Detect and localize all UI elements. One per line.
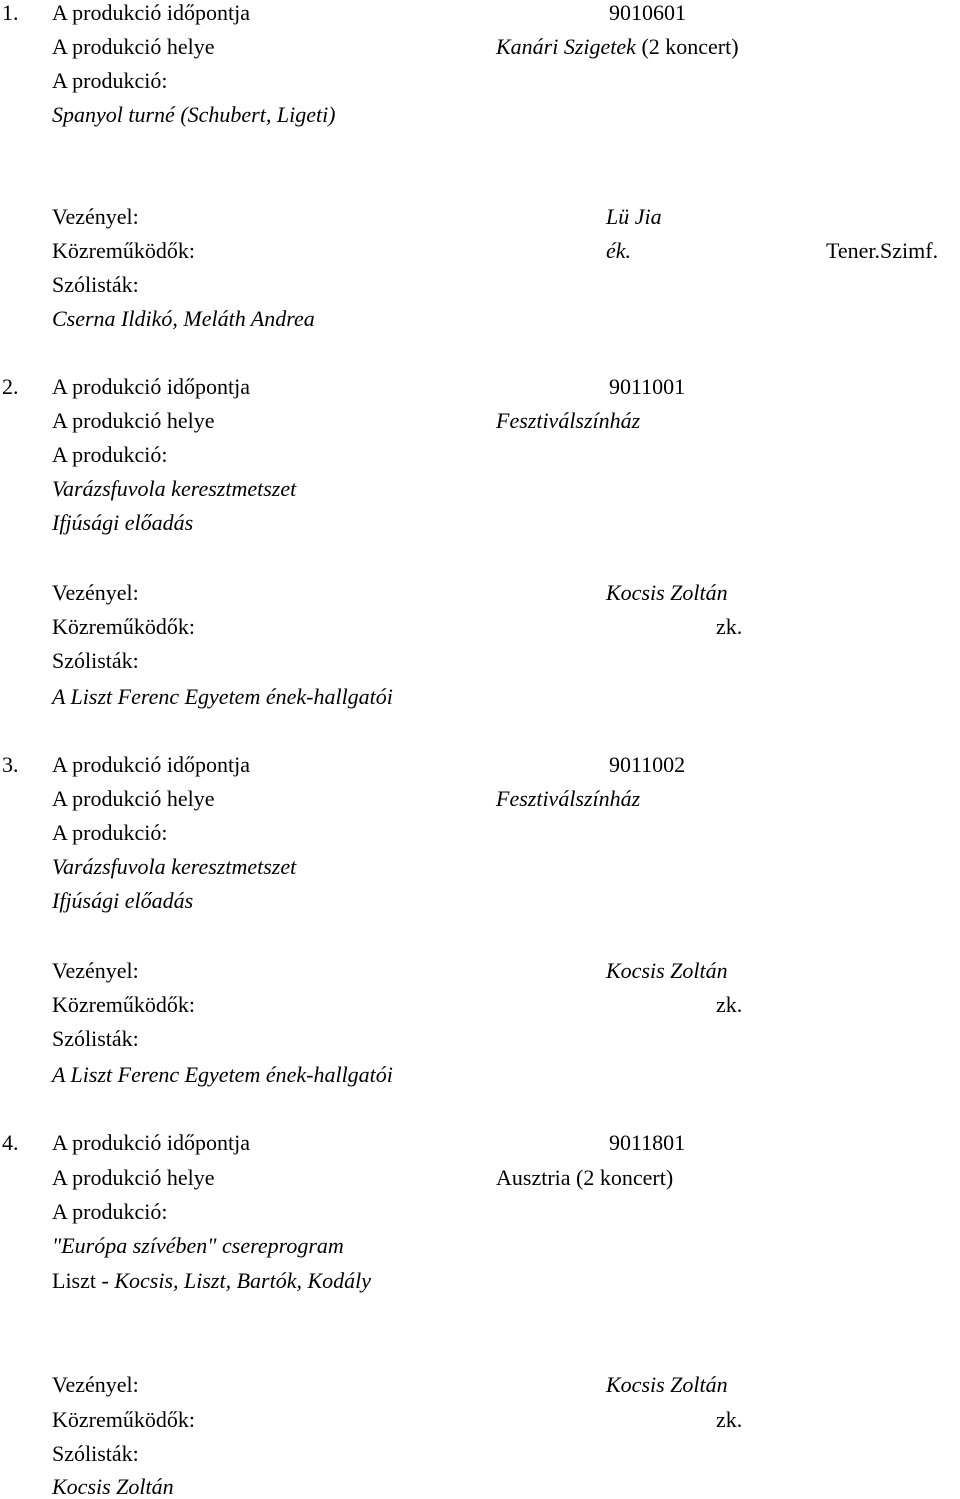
contributors-label: Közreműködők: [52, 1407, 195, 1432]
conductor-value: Kocsis Zoltán [606, 1372, 728, 1397]
soloists-value: Cserna Ildikó, Meláth Andrea [52, 306, 315, 331]
contributors-value: ék. [606, 238, 632, 263]
production-label: A produkció: [52, 68, 168, 93]
soloists-label: Szólisták: [52, 1441, 139, 1466]
place-label: A produkció helye [52, 786, 215, 811]
place-value: Fesztiválszínház [496, 786, 641, 811]
production-line: Varázsfuvola keresztmetszet [52, 476, 297, 501]
time-value: 9011002 [609, 752, 686, 777]
contributors-label: Közreműködők: [52, 238, 195, 263]
place-extra: (2 koncert) [641, 34, 739, 59]
place-label: A produkció helye [52, 1165, 215, 1190]
soloists-label: Szólisták: [52, 272, 139, 297]
conductor-label: Vezényel: [52, 1372, 139, 1397]
soloists-label: Szólisták: [52, 1026, 139, 1051]
place-label: A produkció helye [52, 34, 215, 59]
place-label: A produkció helye [52, 408, 215, 433]
place-name: Kanári Szigetek [496, 34, 636, 59]
time-label: A produkció időpontja [52, 374, 250, 399]
production-label: A produkció: [52, 442, 168, 467]
contributors-value: zk. [716, 614, 743, 639]
entry-number: 3. [2, 752, 19, 777]
conductor-value: Kocsis Zoltán [606, 958, 728, 983]
production-line: Ifjúsági előadás [52, 888, 194, 913]
entry-number: 4. [2, 1130, 19, 1155]
time-label: A produkció időpontja [52, 1130, 250, 1155]
place-value: Fesztiválszínház [496, 408, 641, 433]
contributors-label: Közreműködők: [52, 614, 195, 639]
contributors-extra: Tener.Szimf. [826, 238, 939, 263]
contributors-value: zk. [716, 992, 743, 1017]
entry-number: 1. [2, 0, 19, 25]
time-value: 9010601 [609, 0, 686, 25]
conductor-label: Vezényel: [52, 958, 139, 983]
production-line: Spanyol turné (Schubert, Ligeti) [52, 102, 336, 127]
production-label: A produkció: [52, 1199, 168, 1224]
contributors-value: zk. [716, 1407, 743, 1432]
soloists-value: A Liszt Ferenc Egyetem ének-hallgatói [52, 1062, 393, 1087]
time-label: A produkció időpontja [52, 752, 250, 777]
production-label: A produkció: [52, 820, 168, 845]
production-line: Ifjúsági előadás [52, 510, 194, 535]
conductor-value: Lü Jia [606, 204, 662, 229]
time-value: 9011801 [609, 1130, 686, 1155]
contributors-label: Közreműködők: [52, 992, 195, 1017]
production-line: "Európa szívében" csereprogram [52, 1233, 344, 1258]
conductor-label: Vezényel: [52, 580, 139, 605]
program-prefix: Liszt - [52, 1268, 109, 1293]
place-value [496, 36, 739, 58]
entry-number: 2. [2, 374, 19, 399]
conductor-label: Vezényel: [52, 204, 139, 229]
soloists-value: Kocsis Zoltán [52, 1474, 174, 1499]
program-composers: Kocsis, Liszt, Bartók, Kodály [114, 1268, 372, 1293]
time-label: A produkció időpontja [52, 0, 250, 25]
place-value: Ausztria (2 koncert) [496, 1165, 674, 1190]
soloists-label: Szólisták: [52, 648, 139, 673]
time-value: 9011001 [609, 374, 686, 399]
production-line: Varázsfuvola keresztmetszet [52, 854, 297, 879]
soloists-value: A Liszt Ferenc Egyetem ének-hallgatói [52, 684, 393, 709]
conductor-value: Kocsis Zoltán [606, 580, 728, 605]
program-line [52, 1270, 371, 1292]
